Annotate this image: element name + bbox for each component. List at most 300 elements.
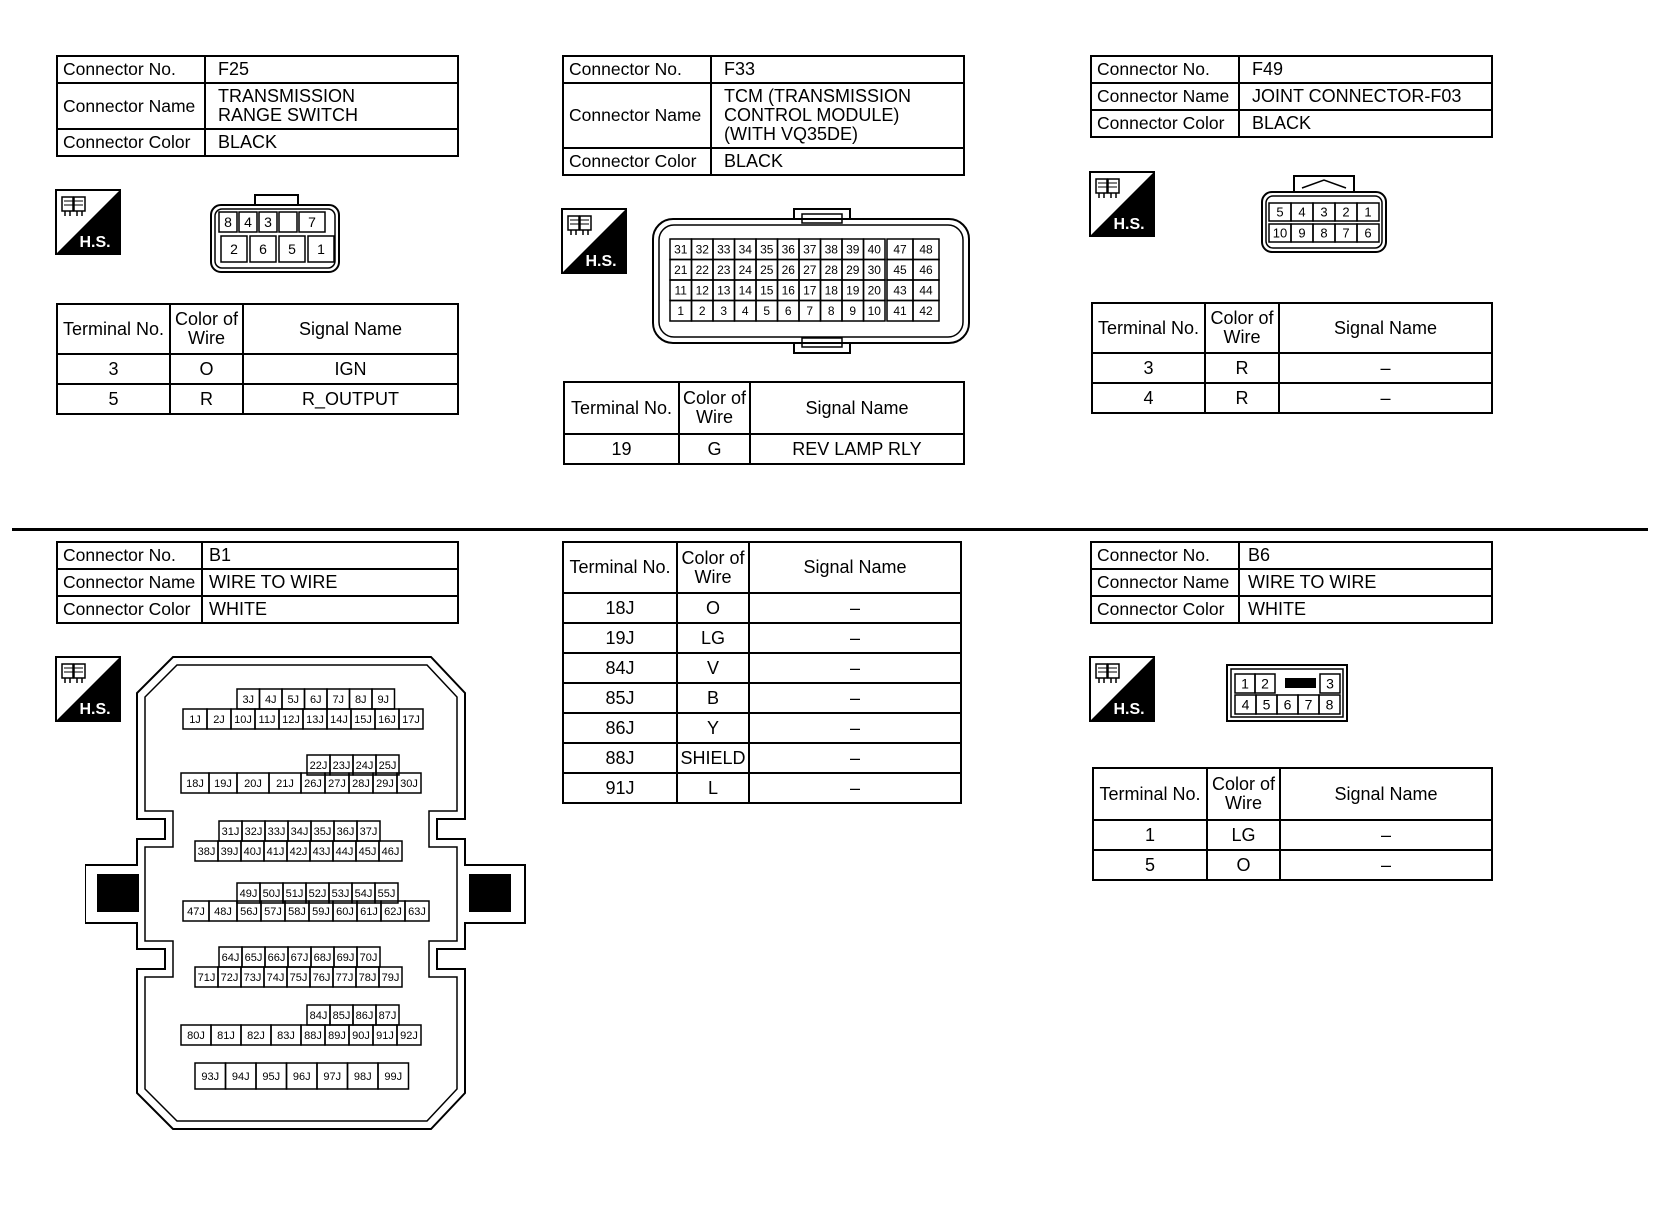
wire-color-header: Color of Wire xyxy=(170,304,243,354)
terminal-label: 16 xyxy=(781,283,795,298)
terminal-label: 40 xyxy=(867,242,881,257)
terminal-label: 6 xyxy=(1283,696,1292,713)
table-row xyxy=(563,713,961,743)
terminal-label: 9J xyxy=(377,693,390,706)
terminal-label: 6J xyxy=(309,693,322,706)
terminal-no-header: Terminal No. xyxy=(564,382,679,434)
terminal-label: 93J xyxy=(201,1070,220,1083)
table-row xyxy=(563,683,961,713)
terminal-label: 37 xyxy=(803,242,817,257)
signal-name: – xyxy=(749,653,961,683)
terminal-no-header: Terminal No. xyxy=(563,542,677,593)
signal-name: – xyxy=(749,743,961,773)
terminal-cavity xyxy=(279,212,297,232)
terminal-label: 83J xyxy=(277,1029,295,1042)
table-row xyxy=(1093,850,1492,880)
terminal-label: 23J xyxy=(332,759,351,772)
terminal-label: 40J xyxy=(243,845,262,858)
terminal-label: 5 xyxy=(288,241,296,258)
table-row xyxy=(1093,820,1492,850)
terminal-label: 70J xyxy=(359,951,378,964)
terminal-label: 65J xyxy=(244,951,263,964)
f33-info-table xyxy=(562,55,965,176)
signal-name: – xyxy=(749,773,961,803)
terminal-label: 8J xyxy=(354,693,367,706)
f25-connector-color: BLACK xyxy=(205,129,458,156)
b1-connector-color: WHITE xyxy=(202,596,458,623)
terminal-label: 4J xyxy=(264,693,277,706)
terminal-label: 3J xyxy=(242,693,255,706)
wire-color: O xyxy=(677,593,749,623)
wire-color: SHIELD xyxy=(677,743,749,773)
terminal-no: 3 xyxy=(57,354,170,384)
signal-name: – xyxy=(749,593,961,623)
signal-name: R_OUTPUT xyxy=(243,384,458,414)
terminal-label: 4 xyxy=(244,214,252,231)
hs-label: H.S. xyxy=(79,234,111,251)
terminal-label: 97J xyxy=(323,1070,342,1083)
terminal-label: 31J xyxy=(221,825,240,838)
terminal-label: 27 xyxy=(803,263,817,278)
terminal-label: 8 xyxy=(1320,225,1328,241)
b6-connector-name-label: Connector Name xyxy=(1091,569,1239,596)
terminal-label: 15J xyxy=(354,713,372,726)
wire-color: Y xyxy=(677,713,749,743)
terminal-label: 7 xyxy=(1304,696,1313,713)
f33-connector-no: F33 xyxy=(711,56,964,83)
terminal-label: 46J xyxy=(381,845,400,858)
b1-connector-face xyxy=(85,655,527,1131)
terminal-label: 11J xyxy=(258,713,276,726)
terminal-label: 89J xyxy=(328,1029,346,1042)
terminal-label: 36 xyxy=(781,242,795,257)
table-row xyxy=(563,593,961,623)
f49-connector-no-label: Connector No. xyxy=(1091,56,1239,83)
terminal-label: 66J xyxy=(267,951,286,964)
terminal-label: 38 xyxy=(824,242,838,257)
terminal-label: 39J xyxy=(220,845,239,858)
terminal-label: 67J xyxy=(290,951,309,964)
table-row xyxy=(563,653,961,683)
table-row xyxy=(564,434,964,464)
signal-name: – xyxy=(749,713,961,743)
terminal-label: 74J xyxy=(266,971,285,984)
f25-info-table xyxy=(56,55,459,157)
wire-color: LG xyxy=(1207,820,1280,850)
terminal-label: 4 xyxy=(741,304,749,319)
terminal-label: 8 xyxy=(1325,696,1334,713)
f49-connector-color-label: Connector Color xyxy=(1091,110,1239,137)
terminal-label: 24 xyxy=(738,263,752,278)
terminal-label: 50J xyxy=(262,887,281,900)
terminal-label: 49J xyxy=(239,887,258,900)
b1-info-table xyxy=(56,541,459,624)
terminal-label: 38J xyxy=(197,845,216,858)
table-row xyxy=(563,743,961,773)
terminal-label: 1 xyxy=(677,304,685,319)
terminal-no: 18J xyxy=(563,593,677,623)
terminal-label: 17 xyxy=(803,283,817,298)
terminal-label: 7 xyxy=(806,304,814,319)
terminal-label: 17J xyxy=(402,713,420,726)
terminal-label: 21 xyxy=(674,263,688,278)
terminal-label: 45 xyxy=(893,263,907,278)
wire-color: R xyxy=(170,384,243,414)
b1-connector-name: WIRE TO WIRE xyxy=(202,569,458,596)
terminal-label: 12J xyxy=(282,713,300,726)
terminal-no: 84J xyxy=(563,653,677,683)
wire-color: LG xyxy=(677,623,749,653)
terminal-no: 19 xyxy=(564,434,679,464)
terminal-label: 2 xyxy=(1261,675,1269,692)
terminal-label: 10J xyxy=(234,713,252,726)
terminal-label: 11 xyxy=(674,283,687,298)
terminal-label: 48J xyxy=(214,905,232,918)
harness-side-icon xyxy=(55,189,121,255)
terminal-label: 54J xyxy=(354,887,373,900)
wire-color: O xyxy=(170,354,243,384)
section-divider xyxy=(12,528,1648,531)
f49-connector-no: F49 xyxy=(1239,56,1492,83)
terminal-label: 55J xyxy=(377,887,396,900)
key-block xyxy=(1285,678,1316,688)
terminal-label: 81J xyxy=(217,1029,235,1042)
table-row xyxy=(57,354,458,384)
terminal-no: 88J xyxy=(563,743,677,773)
terminal-label: 45J xyxy=(358,845,377,858)
terminal-label: 99J xyxy=(384,1070,403,1083)
f33-connector-name-label: Connector Name xyxy=(563,83,711,148)
terminal-no-header: Terminal No. xyxy=(57,304,170,354)
terminal-label: 5 xyxy=(763,304,771,319)
terminal-label: 86J xyxy=(355,1009,374,1022)
terminal-label: 88J xyxy=(304,1029,322,1042)
b6-signal-table xyxy=(1092,767,1493,881)
terminal-label: 64J xyxy=(221,951,240,964)
terminal-label: 26J xyxy=(304,777,322,790)
f25-connector-no-label: Connector No. xyxy=(57,56,205,83)
terminal-label: 82J xyxy=(247,1029,265,1042)
terminal-label: 20J xyxy=(244,777,262,790)
b1-connector-no-label: Connector No. xyxy=(57,542,202,569)
terminal-no: 91J xyxy=(563,773,677,803)
terminal-label: 33 xyxy=(717,242,731,257)
terminal-label: 96J xyxy=(292,1070,311,1083)
terminal-label: 6 xyxy=(784,304,792,319)
signal-name-header: Signal Name xyxy=(1279,303,1492,353)
harness-side-icon xyxy=(1089,171,1155,237)
terminal-label: 43J xyxy=(312,845,331,858)
terminal-label: 62J xyxy=(384,905,402,918)
signal-name: – xyxy=(1280,820,1492,850)
terminal-label: 2 xyxy=(698,304,706,319)
terminal-label: 68J xyxy=(313,951,332,964)
terminal-label: 91J xyxy=(376,1029,394,1042)
terminal-label: 2J xyxy=(213,713,225,726)
b6-connector-no-label: Connector No. xyxy=(1091,542,1239,569)
wire-color-header: Color of Wire xyxy=(679,382,750,434)
terminal-label: 8 xyxy=(224,214,232,231)
terminal-label: 15 xyxy=(760,283,774,298)
terminal-label: 37J xyxy=(359,825,378,838)
wire-color: V xyxy=(677,653,749,683)
f33-connector-color-label: Connector Color xyxy=(563,148,711,175)
terminal-label: 9 xyxy=(849,304,857,319)
terminal-label: 20 xyxy=(867,283,881,298)
terminal-label: 69J xyxy=(336,951,355,964)
f25-connector-color-label: Connector Color xyxy=(57,129,205,156)
terminal-label: 41 xyxy=(893,304,907,319)
terminal-label: 18J xyxy=(186,777,204,790)
terminal-label: 84J xyxy=(309,1009,328,1022)
wire-color: R xyxy=(1205,353,1279,383)
terminal-label: 18 xyxy=(824,283,838,298)
signal-name: – xyxy=(1279,383,1492,413)
terminal-label: 13J xyxy=(306,713,324,726)
terminal-label: 35 xyxy=(760,242,774,257)
terminal-label: 30J xyxy=(400,777,418,790)
terminal-label: 61J xyxy=(360,905,378,918)
terminal-label: 57J xyxy=(264,905,282,918)
wire-color-header: Color of Wire xyxy=(677,542,749,593)
terminal-label: 58J xyxy=(288,905,306,918)
terminal-no: 85J xyxy=(563,683,677,713)
terminal-label: 9 xyxy=(1298,225,1306,241)
terminal-label: 19J xyxy=(214,777,232,790)
terminal-no: 1 xyxy=(1093,820,1207,850)
terminal-label: 32 xyxy=(695,242,709,257)
terminal-label: 22J xyxy=(309,759,328,772)
terminal-label: 59J xyxy=(312,905,330,918)
hs-label: H.S. xyxy=(79,701,111,718)
terminal-label: 39 xyxy=(846,242,860,257)
f49-connector-name-label: Connector Name xyxy=(1091,83,1239,110)
terminal-label: 87J xyxy=(378,1009,397,1022)
terminal-label: 5 xyxy=(1262,696,1271,713)
terminal-label: 10 xyxy=(1272,225,1288,241)
wire-color-header: Color of Wire xyxy=(1207,768,1280,820)
terminal-label: 85J xyxy=(332,1009,351,1022)
terminal-label: 10 xyxy=(867,304,881,319)
f49-connector-color: BLACK xyxy=(1239,110,1492,137)
terminal-label: 47 xyxy=(893,242,907,257)
terminal-label: 3 xyxy=(264,214,272,231)
terminal-label: 42 xyxy=(919,304,933,319)
terminal-label: 79J xyxy=(381,971,400,984)
terminal-label: 16J xyxy=(378,713,396,726)
terminal-label: 8 xyxy=(827,304,835,319)
table-row xyxy=(563,623,961,653)
terminal-label: 13 xyxy=(717,283,731,298)
table-row xyxy=(1092,353,1492,383)
terminal-label: 60J xyxy=(336,905,354,918)
terminal-no-header: Terminal No. xyxy=(1093,768,1207,820)
terminal-label: 3 xyxy=(1326,675,1334,692)
signal-name: – xyxy=(749,683,961,713)
terminal-label: 2 xyxy=(1342,204,1350,220)
wire-color: R xyxy=(1205,383,1279,413)
terminal-label: 94J xyxy=(231,1070,250,1083)
harness-side-icon xyxy=(561,208,627,274)
table-row xyxy=(563,773,961,803)
terminal-label: 78J xyxy=(358,971,377,984)
f49-info-table xyxy=(1090,55,1493,138)
terminal-label: 1J xyxy=(189,713,201,726)
terminal-label: 34J xyxy=(290,825,309,838)
terminal-label: 43 xyxy=(893,283,907,298)
terminal-label: 4 xyxy=(1298,204,1306,220)
terminal-label: 29 xyxy=(846,263,860,278)
terminal-label: 23 xyxy=(717,263,731,278)
terminal-label: 6 xyxy=(1364,225,1372,241)
terminal-label: 53J xyxy=(331,887,350,900)
f25-signal-table xyxy=(56,303,459,415)
terminal-label: 42J xyxy=(289,845,308,858)
signal-name: REV LAMP RLY xyxy=(750,434,964,464)
terminal-label: 25 xyxy=(760,263,774,278)
b6-connector-face xyxy=(1226,664,1350,724)
terminal-label: 26 xyxy=(781,263,795,278)
f25-connector-name: TRANSMISSION RANGE SWITCH xyxy=(205,83,458,129)
terminal-no: 19J xyxy=(563,623,677,653)
terminal-no: 5 xyxy=(1093,850,1207,880)
f25-connector-face xyxy=(210,192,342,274)
signal-name: – xyxy=(749,623,961,653)
signal-name: – xyxy=(1280,850,1492,880)
terminal-label: 48 xyxy=(919,242,933,257)
b1-connector-no: B1 xyxy=(202,542,458,569)
b1-connector-color-label: Connector Color xyxy=(57,596,202,623)
b6-connector-name: WIRE TO WIRE xyxy=(1239,569,1492,596)
terminal-label: 7 xyxy=(308,214,316,231)
b6-info-table xyxy=(1090,541,1493,624)
terminal-label: 1 xyxy=(317,241,325,258)
terminal-label: 30 xyxy=(867,263,881,278)
terminal-no: 3 xyxy=(1092,353,1205,383)
terminal-label: 21J xyxy=(276,777,294,790)
terminal-label: 24J xyxy=(355,759,374,772)
terminal-label: 2 xyxy=(230,241,238,258)
terminal-label: 35J xyxy=(313,825,332,838)
signal-name-header: Signal Name xyxy=(749,542,961,593)
signal-name-header: Signal Name xyxy=(1280,768,1492,820)
terminal-label: 1 xyxy=(1364,204,1372,220)
terminal-label: 47J xyxy=(187,905,205,918)
terminal-label: 27J xyxy=(328,777,346,790)
terminal-label: 32J xyxy=(244,825,263,838)
terminal-label: 76J xyxy=(312,971,331,984)
terminal-no: 4 xyxy=(1092,383,1205,413)
terminal-label: 51J xyxy=(285,887,304,900)
b1-signal-table xyxy=(562,541,962,804)
f49-signal-table xyxy=(1091,302,1493,414)
terminal-label: 72J xyxy=(220,971,239,984)
terminal-label: 5J xyxy=(287,693,300,706)
b6-connector-color: WHITE xyxy=(1239,596,1492,623)
signal-name-header: Signal Name xyxy=(750,382,964,434)
terminal-label: 28J xyxy=(352,777,370,790)
f25-connector-name-label: Connector Name xyxy=(57,83,205,129)
terminal-label: 34 xyxy=(738,242,752,257)
terminal-label: 44 xyxy=(919,283,933,298)
terminal-label: 63J xyxy=(408,905,426,918)
f49-connector-face xyxy=(1260,174,1388,256)
terminal-label: 92J xyxy=(400,1029,418,1042)
harness-side-icon xyxy=(1089,656,1155,722)
terminal-label: 46 xyxy=(919,263,933,278)
terminal-label: 3 xyxy=(1320,204,1328,220)
f49-connector-name: JOINT CONNECTOR-F03 xyxy=(1239,83,1492,110)
terminal-label: 33J xyxy=(267,825,286,838)
hs-label: H.S. xyxy=(585,253,617,270)
terminal-label: 6 xyxy=(259,241,267,258)
b1-connector-name-label: Connector Name xyxy=(57,569,202,596)
terminal-label: 98J xyxy=(353,1070,372,1083)
wire-color-header: Color of Wire xyxy=(1205,303,1279,353)
terminal-label: 1 xyxy=(1241,675,1249,692)
b6-connector-color-label: Connector Color xyxy=(1091,596,1239,623)
terminal-label: 19 xyxy=(846,283,860,298)
terminal-label: 77J xyxy=(335,971,354,984)
f25-connector-no: F25 xyxy=(205,56,458,83)
hs-label: H.S. xyxy=(1113,701,1145,718)
terminal-label: 12 xyxy=(695,283,709,298)
wire-color: L xyxy=(677,773,749,803)
f33-connector-color: BLACK xyxy=(711,148,964,175)
f33-connector-face xyxy=(650,207,972,357)
signal-name: – xyxy=(1279,353,1492,383)
b6-connector-no: B6 xyxy=(1239,542,1492,569)
wire-color: B xyxy=(677,683,749,713)
hs-label: H.S. xyxy=(1113,216,1145,233)
terminal-label: 56J xyxy=(240,905,258,918)
terminal-label: 29J xyxy=(376,777,394,790)
terminal-label: 14 xyxy=(738,283,752,298)
signal-name: IGN xyxy=(243,354,458,384)
terminal-label: 73J xyxy=(243,971,262,984)
wire-color: G xyxy=(679,434,750,464)
terminal-label: 31 xyxy=(674,242,688,257)
wire-color: O xyxy=(1207,850,1280,880)
terminal-label: 41J xyxy=(266,845,285,858)
f33-signal-table xyxy=(563,381,965,465)
terminal-label: 25J xyxy=(378,759,397,772)
terminal-label: 7J xyxy=(332,693,345,706)
terminal-label: 28 xyxy=(824,263,838,278)
terminal-no: 5 xyxy=(57,384,170,414)
terminal-label: 44J xyxy=(335,845,354,858)
terminal-label: 3 xyxy=(720,304,728,319)
table-row xyxy=(57,384,458,414)
terminal-label: 90J xyxy=(352,1029,370,1042)
terminal-label: 75J xyxy=(289,971,308,984)
terminal-label: 95J xyxy=(262,1070,281,1083)
terminal-label: 52J xyxy=(308,887,327,900)
terminal-no-header: Terminal No. xyxy=(1092,303,1205,353)
terminal-label: 22 xyxy=(695,263,709,278)
table-row xyxy=(1092,383,1492,413)
f33-connector-name: TCM (TRANSMISSION CONTROL MODULE) (WITH VQ35DE) xyxy=(711,83,964,148)
terminal-label: 80J xyxy=(187,1029,205,1042)
signal-name-header: Signal Name xyxy=(243,304,458,354)
terminal-label: 36J xyxy=(336,825,355,838)
terminal-label: 71J xyxy=(197,971,216,984)
terminal-label: 14J xyxy=(330,713,348,726)
terminal-label: 4 xyxy=(1241,696,1250,713)
terminal-label: 7 xyxy=(1342,225,1350,241)
terminal-no: 86J xyxy=(563,713,677,743)
terminal-label: 5 xyxy=(1276,204,1284,220)
